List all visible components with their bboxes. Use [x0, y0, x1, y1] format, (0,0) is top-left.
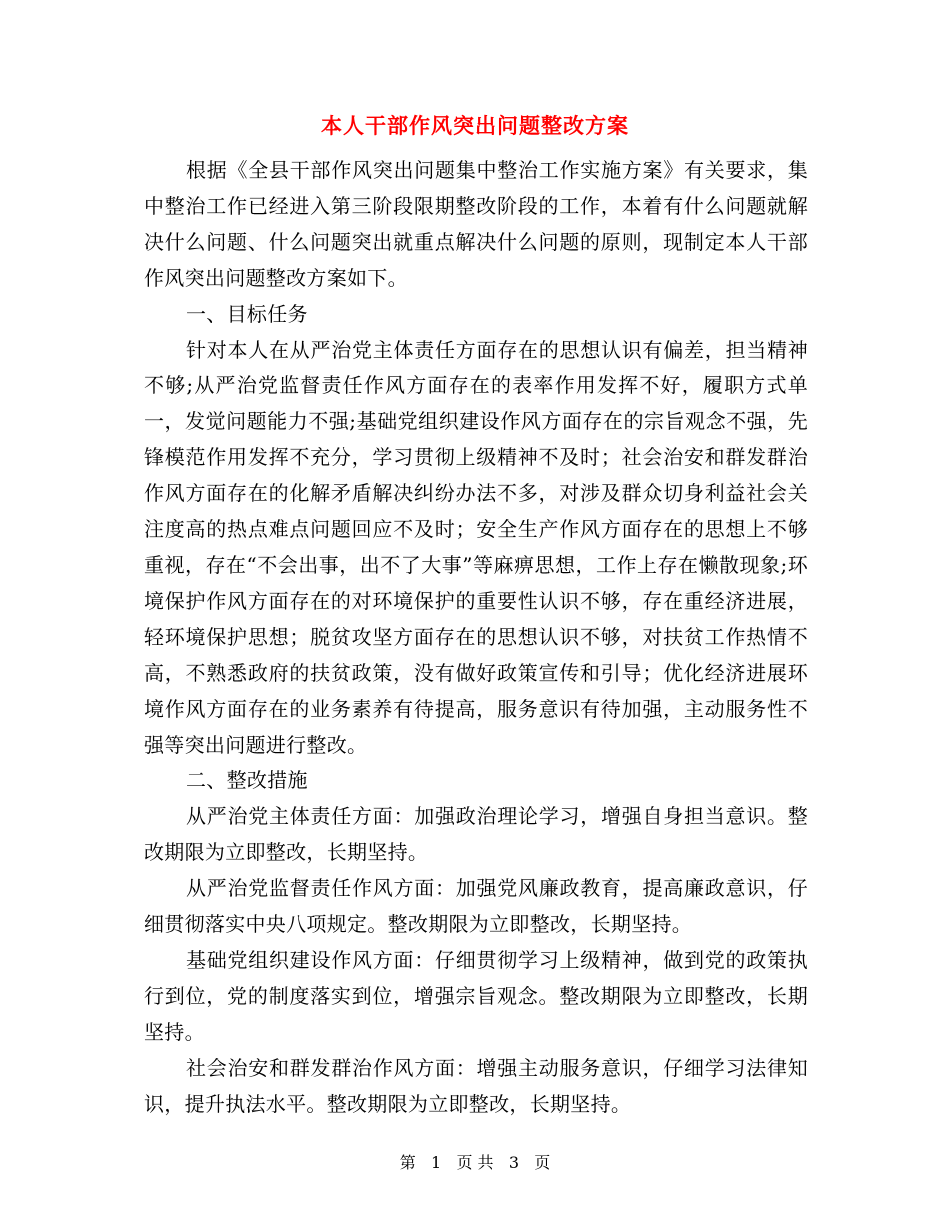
section-heading-goals: 一、目标任务 [186, 301, 308, 326]
measure-paragraph-supervision: 从严治党监督责任作风方面：加强党风廉政教育，提高廉政意识，仔细贯彻落实中央八项规定。整改期限为立即整改，长期坚持。 [144, 876, 808, 937]
page-number-current: 1 [430, 1153, 442, 1172]
page-footer [0, 1152, 950, 1174]
measure-paragraph-main-responsibility: 从严治党主体责任方面：加强政治理论学习，增强自身担当意识。整改期限为立即整改，长期坚持。 [144, 804, 808, 865]
measure-paragraph-party-organization: 基础党组织建设作风方面：仔细贯彻学习上级精神，做到党的政策执行到位，党的制度落实到位，增强宗旨观念。整改期限为立即整改，长期坚持。 [144, 947, 808, 1044]
page-label-middle: 页 共 [456, 1153, 494, 1172]
measure-paragraph-public-security: 社会治安和群发群治作风方面：增强主动服务意识，仔细学习法律知识，提升执法水平。整改期限为立即整改，长期坚持。 [144, 1055, 808, 1116]
goals-paragraph: 针对本人在从严治党主体责任方面存在的思想认识有偏差，担当精神不够;从严治党监督责任作风方面存在的表率作用发挥不好，履职方式单一，发觉问题能力不强;基础党组织建设作风方面存在的宗旨观念不强，先锋模范作用发挥不充分，学习贯彻上级精神不及时；社会治安和群发群治作风方面存在的化解矛盾解决纠纷办法不多，对涉及群众切身利益社会关注度高的热点难点问题回应不及时；安全生产作风方面存在的思想上不够重视，存在“不会出事，出不了大事”等麻痹思想，工作上存在懒散现象;环境保护作风方面存在的对环境保护的重要性认识不够，存在重经济进展，轻环境保护思想；脱贫攻坚方面存在的思想认识不够，对扶贫工作热情不高，不熟悉政府的扶贫政策，没有做好政策宣传和引导；优化经济进展环境作风方面存在的业务素养有待提高，服务意识有待加强，主动服务性不强等突出问题进行整改。 [144, 337, 808, 757]
page-label-suffix: 页 [534, 1153, 551, 1172]
document-title: 本人干部作风突出问题整改方案 [321, 113, 629, 138]
page-number-total: 3 [508, 1153, 520, 1172]
document-body [144, 153, 808, 1122]
intro-paragraph: 根据《全县干部作风突出问题集中整治工作实施方案》有关要求，集中整治工作已经进入第三阶段限期整改阶段的工作，本着有什么问题就解决什么问题、什么问题突出就重点解决什么问题的原则，现制定本人干部作风突出问题整改方案如下。 [144, 158, 808, 290]
section-heading-measures: 二、整改措施 [186, 768, 308, 793]
page-label-prefix: 第 [399, 1153, 416, 1172]
